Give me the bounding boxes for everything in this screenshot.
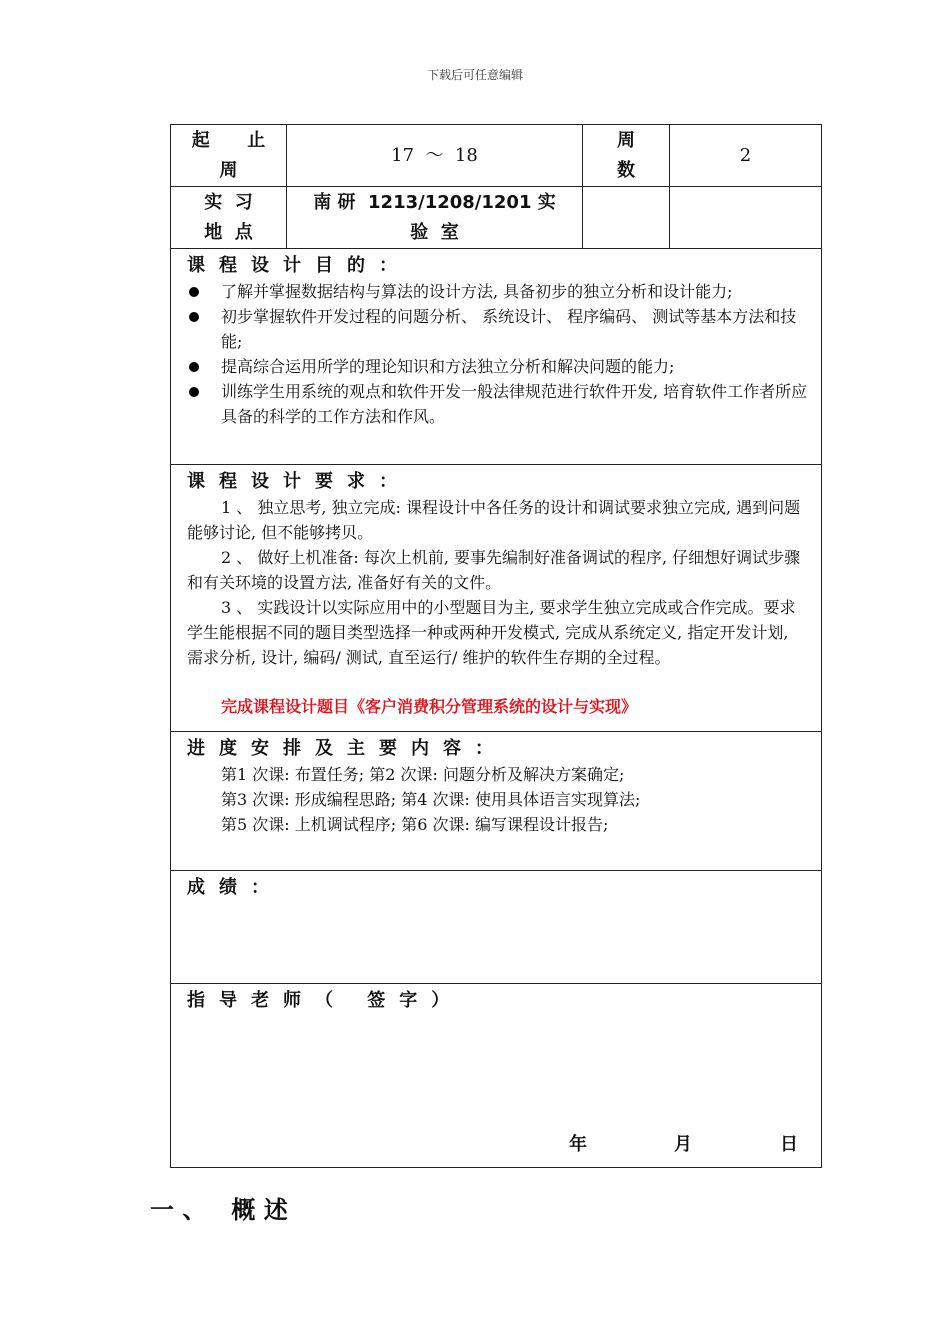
week-count-label-cell bbox=[583, 125, 670, 186]
page-header-note: 下载后可任意编辑 bbox=[426, 68, 523, 82]
purpose-item bbox=[187, 379, 817, 429]
signature-section bbox=[171, 984, 821, 1167]
location-value-line1: 南 研 1213/1208/1201 实 bbox=[313, 191, 556, 213]
weeks-value-cell bbox=[287, 125, 583, 186]
date-year-label: 年 bbox=[569, 1134, 587, 1155]
bullet-icon bbox=[189, 387, 199, 397]
schedule-line: 第1 次课: 布置任务; 第2 次课: 问题分析及解决方案确定; bbox=[221, 765, 625, 784]
bullet-icon bbox=[189, 287, 199, 297]
grade-title: 成绩： bbox=[187, 877, 283, 898]
purpose-item bbox=[187, 304, 817, 354]
weeks-label-line1: 起 止 bbox=[191, 129, 266, 151]
empty-cell-1 bbox=[583, 187, 670, 248]
schedule-line: 第3 次课: 形成编程思路; 第4 次课: 使用具体语言实现算法; bbox=[221, 790, 641, 809]
location-label-cell bbox=[171, 187, 287, 248]
purpose-item bbox=[187, 354, 817, 379]
chapter-heading: 一 、 概 述 bbox=[150, 1196, 288, 1224]
purpose-item-text: 了解并掌握数据结构与算法的设计方法, 具备初步的独立分析和设计能力; bbox=[221, 282, 733, 301]
schedule-title: 进度安排及主要内容： bbox=[187, 738, 507, 759]
weeks-value: 17 ～ 18 bbox=[391, 144, 478, 166]
weeks-label-cell bbox=[171, 125, 287, 186]
location-row bbox=[171, 187, 821, 249]
purpose-list bbox=[187, 279, 817, 429]
course-design-form-table bbox=[170, 124, 822, 1168]
week-count-value-cell bbox=[670, 125, 821, 186]
empty-cell-2 bbox=[670, 187, 821, 248]
location-label-line1: 实 习 bbox=[204, 191, 253, 213]
bullet-icon bbox=[189, 362, 199, 372]
purpose-item-text: 提高综合运用所学的理论知识和方法独立分析和解决问题的能力; bbox=[221, 357, 675, 376]
purpose-item-text: 训练学生用系统的观点和软件开发一般法律规范进行软件开发, 培育软件工作者所应具备的科学的工作方法和作风。 bbox=[221, 382, 808, 426]
purpose-item bbox=[187, 279, 817, 304]
purpose-section bbox=[171, 249, 821, 465]
location-value-cell bbox=[287, 187, 583, 248]
design-topic-highlight: 完成课程设计题目《客户消费积分管理系统的设计与实现》 bbox=[221, 697, 638, 716]
week-count-label-line2: 数 bbox=[617, 159, 635, 181]
weeks-label-line2: 周 bbox=[219, 159, 238, 181]
requirements-section bbox=[171, 465, 821, 732]
requirements-title: 课程设计要求： bbox=[187, 471, 411, 492]
requirement-paragraph: 1 、 独立思考, 独立完成: 课程设计中各任务的设计和调试要求独立完成, 遇到问题能够讨论, 但不能够拷贝。 bbox=[187, 498, 801, 542]
location-value-line2: 验 室 bbox=[410, 221, 459, 243]
week-count-label-line1: 周 bbox=[617, 129, 635, 151]
location-label-line2: 地 点 bbox=[204, 221, 253, 243]
schedule-line: 第5 次课: 上机调试程序; 第6 次课: 编写课程设计报告; bbox=[221, 815, 609, 834]
week-count-value: 2 bbox=[739, 144, 752, 166]
grade-section bbox=[171, 871, 821, 984]
date-day-label: 日 bbox=[780, 1134, 798, 1155]
weeks-row bbox=[171, 125, 821, 187]
schedule-section bbox=[171, 732, 821, 871]
date-month-label: 月 bbox=[674, 1134, 692, 1155]
purpose-title: 课程设计目的： bbox=[187, 255, 411, 276]
bullet-icon bbox=[189, 312, 199, 322]
signature-title: 指导老师（ 签字） bbox=[187, 990, 464, 1011]
purpose-item-text: 初步掌握软件开发过程的问题分析、 系统设计、 程序编码、 测试等基本方法和技能; bbox=[221, 307, 797, 351]
requirement-paragraph: 3 、 实践设计以实际应用中的小型题目为主, 要求学生独立完成或合作完成。要求学生能根据不同的题目类型选择一种或两种开发模式, 完成从系统定义, 指定开发计划, 需求分析, 设计, 编码/ 测试, 直至运行/ 维护的软件生存期的全过程。 bbox=[187, 598, 796, 667]
requirement-paragraph: 2 、 做好上机准备: 每次上机前, 要事先编制好准备调试的程序, 仔细想好调试步骤和有关环境的设置方法, 准备好有关的文件。 bbox=[187, 548, 801, 592]
